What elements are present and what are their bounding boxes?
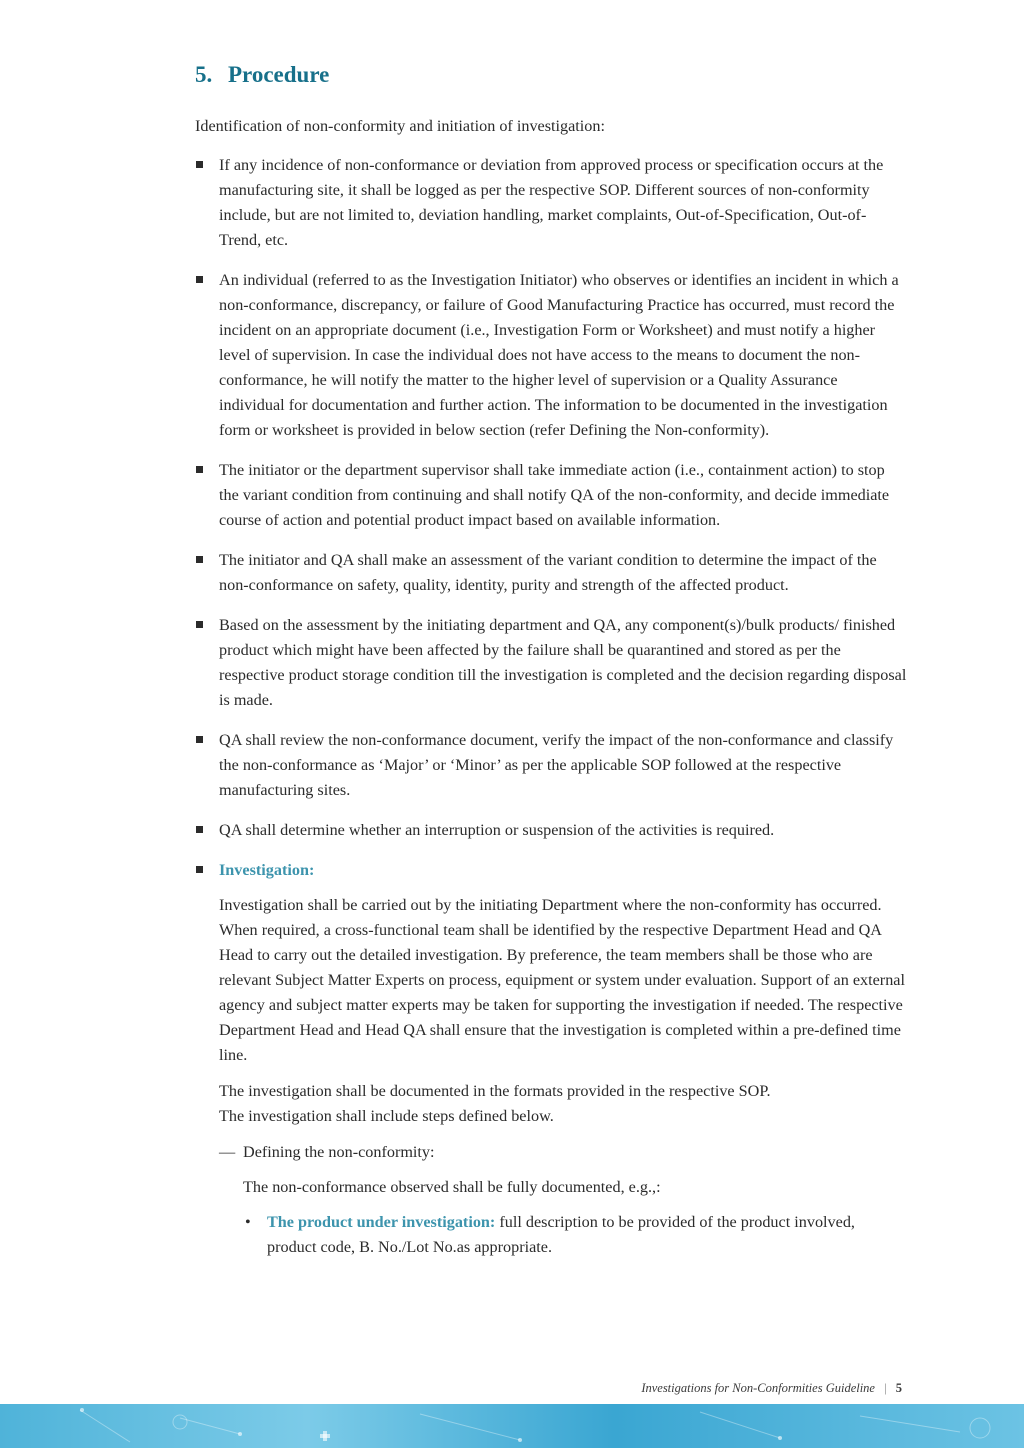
investigation-paragraph: Investigation shall be carried out by the initiating Department where the non-conformity has occurred. When required, a cross-functional team shall be identified by the respective Department Head and QA Head to carry out the detailed investigation. By preference, the team members shall be those who are relevant Subject Matter Experts on process, equipment or system under evaluation. Support of an external agency and subject matter experts may be taken for supporting the investigation if needed. The respective Department Head and Head QA shall ensure that the investigation is completed within a pre-defined time line. xyxy=(219,896,905,1064)
list-item-text: QA shall determine whether an interruption or suspension of the activities is required. xyxy=(219,821,775,839)
section-title: Procedure xyxy=(228,62,330,87)
decorative-footer-band xyxy=(0,1404,1024,1448)
square-bullet-icon xyxy=(196,466,203,473)
list-item xyxy=(195,153,907,253)
square-bullet-icon xyxy=(196,161,203,168)
investigation-item xyxy=(195,858,907,1260)
sub-list-item-title: Defining the non-conformity: xyxy=(243,1143,435,1161)
procedure-list xyxy=(195,153,907,1260)
square-bullet-icon xyxy=(196,556,203,563)
list-item-text: Based on the assessment by the initiating department and QA, any component(s)/bulk products/ finished product which might have been affected by the failure shall be quarantined and stored as per the respective product storage condition till the investigation is completed and the decision regarding disposal is made. xyxy=(219,616,907,709)
page-footer xyxy=(641,1381,902,1396)
formats-line: The investigation shall be documented in the formats provided in the respective SOP. xyxy=(219,1082,771,1100)
section-number: 5. xyxy=(195,62,213,87)
list-item xyxy=(195,728,907,803)
nested-item-label: The product under investigation: xyxy=(267,1213,496,1231)
nested-list-item xyxy=(243,1210,907,1260)
list-item-text: QA shall review the non-conformance document, verify the impact of the non-conformance and classify the non-conformance as ‘Major’ or ‘Minor’ as per the applicable SOP followed at the respective manufacturing sites. xyxy=(219,731,894,799)
square-bullet-icon xyxy=(196,866,203,873)
dash-marker-icon: — xyxy=(219,1143,236,1161)
list-item xyxy=(195,268,907,443)
list-item-text: The initiator or the department supervisor shall take immediate action (i.e., containment action) to stop the variant condition from continuing and shall notify QA of the non-conformity, and decide immediate course of action and potential product impact based on available information. xyxy=(219,461,890,529)
sub-list-item xyxy=(219,1140,907,1260)
list-item xyxy=(195,548,907,598)
list-item-text: An individual (referred to as the Investigation Initiator) who observes or identifies an incident in which a non-conformance, discrepancy, or failure of Good Manufacturing Practice has occurred, must record the incident on an appropriate document (i.e., Investigation Form or Worksheet) and must notify a higher level of supervision. In case the individual does not have access to the means to document the non-conformance, he will notify the matter to the higher level of supervision or a Quality Assurance individual for documentation and further action. The information to be documented in the investigation form or worksheet is provided in below section (refer Defining the Non-conformity). xyxy=(219,271,899,439)
square-bullet-icon xyxy=(196,276,203,283)
sub-list-item-text: The non-conformance observed shall be fully documented, e.g.,: xyxy=(243,1178,661,1196)
square-bullet-icon xyxy=(196,621,203,628)
page-number: 5 xyxy=(895,1381,902,1395)
section-heading xyxy=(195,62,329,88)
list-item-text: The initiator and QA shall make an assessment of the variant condition to determine the impact of the non-conformance on safety, quality, identity, purity and strength of the affected product. xyxy=(219,551,877,594)
nested-list-item-text xyxy=(267,1210,907,1260)
dot-marker-icon: • xyxy=(245,1213,251,1231)
list-item xyxy=(195,818,907,843)
list-item-text: If any incidence of non-conformance or deviation from approved process or specification occurs at the manufacturing site, it shall be logged as per the respective SOP. Different sources of non-conformity include, but are not limited to, deviation handling, market complaints, Out-of-Specification, Out-of-Trend, etc. xyxy=(219,156,884,249)
investigation-heading: Investigation: xyxy=(219,861,315,879)
network-pattern-icon xyxy=(0,1404,1024,1448)
body-content xyxy=(195,114,907,1275)
investigation-block xyxy=(219,893,907,1260)
list-item xyxy=(195,613,907,713)
intro-text: Identification of non-conformity and initiation of investigation: xyxy=(195,117,605,135)
investigation-formats-paragraph xyxy=(219,1079,907,1129)
nested-item-description: full description to be provided of the product involved, product code, B. No./Lot No.as appropriate. xyxy=(267,1213,855,1256)
square-bullet-icon xyxy=(196,736,203,743)
list-item xyxy=(195,458,907,533)
square-bullet-icon xyxy=(196,826,203,833)
footer-separator: | xyxy=(884,1381,887,1395)
footer-title: Investigations for Non-Conformities Guideline xyxy=(641,1381,875,1395)
steps-line: The investigation shall include steps defined below. xyxy=(219,1107,554,1125)
